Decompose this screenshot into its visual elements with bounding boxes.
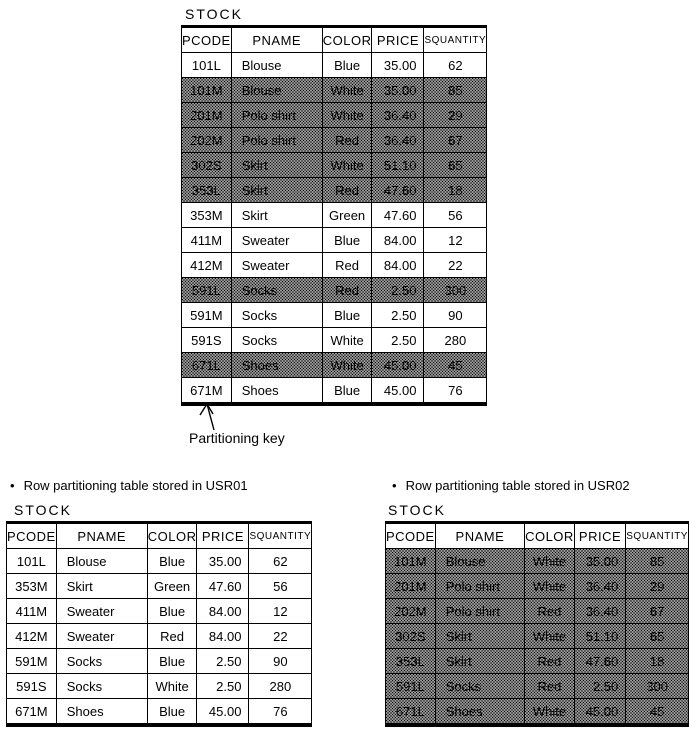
table-cell: Blue [322, 303, 372, 328]
table-cell: Green [147, 574, 197, 599]
table-row [182, 128, 487, 153]
table-cell: 90 [249, 649, 312, 674]
table-cell: Blouse [56, 549, 147, 574]
table-cell: Blouse [231, 53, 322, 78]
table-cell: 84.00 [372, 228, 424, 253]
table-cell: 84.00 [197, 599, 249, 624]
usr01-table-title: STOCK [14, 502, 72, 518]
table-cell: 202M [386, 599, 436, 624]
table-cell: 51.10 [372, 153, 424, 178]
column-header: PCODE [386, 524, 436, 549]
column-header: PCODE [7, 524, 57, 549]
table-cell: 45 [424, 353, 487, 378]
column-header: PNAME [231, 28, 322, 53]
table-cell: 47.60 [574, 649, 625, 674]
header-row [386, 524, 689, 549]
table-cell: 101L [182, 53, 232, 78]
table-cell: 62 [424, 53, 487, 78]
main-table-wrap [181, 25, 487, 406]
table-cell: 47.60 [372, 203, 424, 228]
table-row [182, 328, 487, 353]
table-cell: White [322, 103, 372, 128]
table-cell: Green [322, 203, 372, 228]
usr02-caption [392, 478, 630, 493]
table-row [7, 574, 312, 599]
table-cell: White [322, 78, 372, 103]
table-cell: 22 [249, 624, 312, 649]
table-cell: 35.00 [372, 53, 424, 78]
table-cell: 65 [424, 153, 487, 178]
table-cell: 76 [424, 378, 487, 403]
column-header: SQUANTITY [626, 524, 689, 549]
table-cell: 76 [249, 699, 312, 724]
table-cell: Red [322, 253, 372, 278]
table-cell: 411M [7, 599, 57, 624]
table-cell: 51.10 [574, 624, 625, 649]
table-cell: Red [525, 649, 575, 674]
table-cell: 90 [424, 303, 487, 328]
table-cell: 591L [182, 278, 232, 303]
table-cell: 62 [249, 549, 312, 574]
table-cell: 35.00 [197, 549, 249, 574]
table-cell: Blue [147, 549, 197, 574]
table-row [182, 153, 487, 178]
column-header: COLOR [525, 524, 575, 549]
table-cell: Socks [231, 278, 322, 303]
table-cell: 300 [626, 674, 689, 699]
partitioning-key-arrow-icon [193, 401, 223, 431]
table-cell: Blue [147, 649, 197, 674]
table-row [182, 178, 487, 203]
table-cell: 302S [182, 153, 232, 178]
table-cell: 591L [386, 674, 436, 699]
table-cell: 67 [626, 599, 689, 624]
table-row [386, 674, 689, 699]
table-cell: Socks [231, 328, 322, 353]
table-cell: Shoes [56, 699, 147, 724]
table-cell: Skirt [56, 574, 147, 599]
column-header: PRICE [197, 524, 249, 549]
column-header: PNAME [435, 524, 524, 549]
table-row [386, 624, 689, 649]
table-cell: 47.60 [197, 574, 249, 599]
table-cell: 18 [424, 178, 487, 203]
table-cell: 2.50 [574, 674, 625, 699]
usr01-table-wrap [6, 521, 312, 727]
table-cell: 300 [424, 278, 487, 303]
table-cell: White [322, 153, 372, 178]
column-header: SQUANTITY [424, 28, 487, 53]
table-cell: Blue [147, 599, 197, 624]
table-cell: White [525, 574, 575, 599]
table-cell: 84.00 [197, 624, 249, 649]
table-cell: 280 [249, 674, 312, 699]
usr02-caption-text: Row partitioning table stored in USR02 [405, 478, 630, 493]
table-cell: 85 [626, 549, 689, 574]
column-header: PNAME [56, 524, 147, 549]
table-cell: 45.00 [197, 699, 249, 724]
table-cell: 56 [424, 203, 487, 228]
table-cell: Blouse [435, 549, 524, 574]
table-cell: 36.40 [372, 128, 424, 153]
table-cell: 18 [626, 649, 689, 674]
table-cell: Socks [56, 674, 147, 699]
table-row [7, 699, 312, 724]
table-row [7, 624, 312, 649]
table-cell: Shoes [231, 353, 322, 378]
table-cell: Red [322, 278, 372, 303]
table-cell: White [525, 624, 575, 649]
table-cell: 353L [182, 178, 232, 203]
table-row [182, 378, 487, 403]
table-cell: 591M [182, 303, 232, 328]
table-cell: White [525, 699, 575, 724]
table-cell: Socks [56, 649, 147, 674]
table-cell: 45.00 [372, 353, 424, 378]
table-cell: 35.00 [372, 78, 424, 103]
usr02-table-wrap [385, 521, 689, 727]
table-row [7, 649, 312, 674]
table-cell: 2.50 [372, 303, 424, 328]
table-row [386, 699, 689, 724]
column-header: PRICE [574, 524, 625, 549]
column-header: PCODE [182, 28, 232, 53]
table-row [182, 228, 487, 253]
table-cell: White [525, 549, 575, 574]
bullet-icon: • [392, 478, 397, 493]
header-row [182, 28, 487, 53]
table-cell: Skirt [231, 178, 322, 203]
table-row [386, 574, 689, 599]
table-cell: 201M [182, 103, 232, 128]
table-cell: 67 [424, 128, 487, 153]
usr02-table-title: STOCK [388, 502, 446, 518]
table-cell: White [322, 353, 372, 378]
table-row [7, 674, 312, 699]
table-cell: 12 [424, 228, 487, 253]
partitioning-key-label: Partitioning key [189, 430, 285, 446]
table-cell: 202M [182, 128, 232, 153]
table-cell: 2.50 [197, 674, 249, 699]
table-row [386, 599, 689, 624]
table-cell: 201M [386, 574, 436, 599]
table-cell: 29 [626, 574, 689, 599]
table-cell: 591S [182, 328, 232, 353]
table-cell: Blue [322, 53, 372, 78]
table-cell: Red [525, 599, 575, 624]
table-row [182, 103, 487, 128]
table-cell: 280 [424, 328, 487, 353]
table-row [182, 53, 487, 78]
table-cell: 671M [7, 699, 57, 724]
table-cell: Sweater [231, 253, 322, 278]
table-cell: 36.40 [574, 599, 625, 624]
table-cell: 591S [7, 674, 57, 699]
table-cell: 35.00 [574, 549, 625, 574]
table-cell: 671L [182, 353, 232, 378]
table-row [182, 303, 487, 328]
table-cell: Blue [322, 378, 372, 403]
table-cell: Skirt [231, 203, 322, 228]
table-cell: 2.50 [372, 278, 424, 303]
table-cell: 36.40 [574, 574, 625, 599]
table-cell: 29 [424, 103, 487, 128]
main-table-title: STOCK [185, 6, 243, 22]
usr01-caption [10, 478, 248, 493]
table-cell: 353M [7, 574, 57, 599]
table-cell: 671M [182, 378, 232, 403]
table-cell: 47.60 [372, 178, 424, 203]
table-cell: 2.50 [197, 649, 249, 674]
table-cell: White [147, 674, 197, 699]
table-cell: 12 [249, 599, 312, 624]
table-cell: Polo shirt [231, 128, 322, 153]
table-cell: 36.40 [372, 103, 424, 128]
table-row [7, 599, 312, 624]
table-row [386, 649, 689, 674]
table-cell: 45.00 [372, 378, 424, 403]
table-cell: Socks [435, 674, 524, 699]
table-row [182, 278, 487, 303]
table-cell: Socks [231, 303, 322, 328]
usr02-stock-table [385, 523, 689, 724]
table-cell: 101M [182, 78, 232, 103]
table-cell: Sweater [56, 599, 147, 624]
table-cell: Polo shirt [435, 599, 524, 624]
column-header: COLOR [322, 28, 372, 53]
table-cell: 22 [424, 253, 487, 278]
table-cell: 56 [249, 574, 312, 599]
table-cell: 302S [386, 624, 436, 649]
table-cell: 671L [386, 699, 436, 724]
table-cell: 411M [182, 228, 232, 253]
table-cell: 65 [626, 624, 689, 649]
table-cell: Skirt [231, 153, 322, 178]
table-cell: Blouse [231, 78, 322, 103]
table-row [182, 78, 487, 103]
table-cell: 412M [7, 624, 57, 649]
table-row [182, 353, 487, 378]
table-cell: Sweater [231, 228, 322, 253]
usr01-stock-table [6, 523, 312, 724]
table-cell: Red [322, 128, 372, 153]
header-row [7, 524, 312, 549]
column-header: COLOR [147, 524, 197, 549]
table-row [386, 549, 689, 574]
table-cell: Blue [322, 228, 372, 253]
table-cell: White [322, 328, 372, 353]
table-cell: Sweater [56, 624, 147, 649]
table-row [182, 203, 487, 228]
table-cell: 84.00 [372, 253, 424, 278]
table-cell: Blue [147, 699, 197, 724]
table-row [182, 253, 487, 278]
table-cell: 45.00 [574, 699, 625, 724]
table-cell: 2.50 [372, 328, 424, 353]
table-cell: Red [147, 624, 197, 649]
table-cell: Skirt [435, 649, 524, 674]
table-cell: Shoes [435, 699, 524, 724]
table-cell: 353L [386, 649, 436, 674]
table-cell: 101L [7, 549, 57, 574]
table-cell: Polo shirt [231, 103, 322, 128]
main-stock-table [181, 27, 487, 403]
table-row [7, 549, 312, 574]
table-cell: Polo shirt [435, 574, 524, 599]
table-cell: Skirt [435, 624, 524, 649]
table-cell: Red [525, 674, 575, 699]
table-cell: 101M [386, 549, 436, 574]
bullet-icon: • [10, 478, 15, 493]
usr01-caption-text: Row partitioning table stored in USR01 [23, 478, 248, 493]
table-cell: Shoes [231, 378, 322, 403]
table-cell: 591M [7, 649, 57, 674]
table-cell: 412M [182, 253, 232, 278]
column-header: SQUANTITY [249, 524, 312, 549]
table-cell: 353M [182, 203, 232, 228]
table-cell: 45 [626, 699, 689, 724]
column-header: PRICE [372, 28, 424, 53]
table-cell: 85 [424, 78, 487, 103]
table-cell: Red [322, 178, 372, 203]
